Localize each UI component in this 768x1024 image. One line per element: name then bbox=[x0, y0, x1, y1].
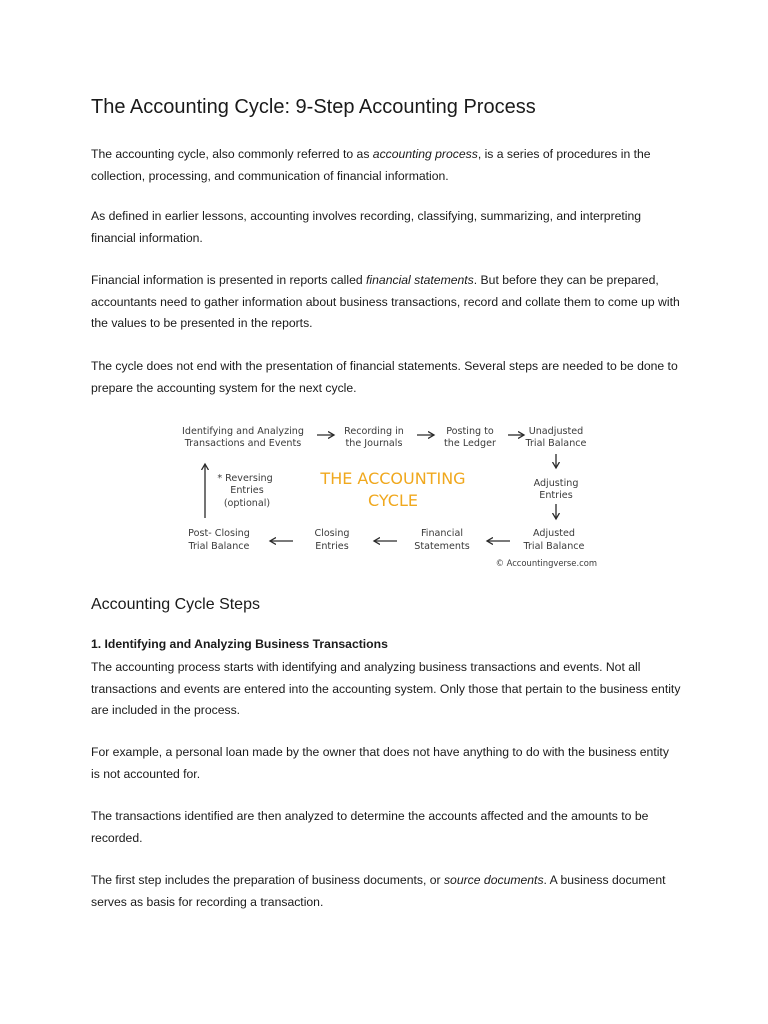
step-adjusted-line2: Trial Balance bbox=[523, 541, 585, 552]
step-1-paragraph-2: For example, a personal loan made by the owner that does not have anything to do with the business entity is not accounted for. bbox=[91, 745, 669, 781]
step-post-closing-line1: Post- Closing bbox=[188, 528, 250, 539]
step-financial-line1: Financial bbox=[420, 528, 464, 539]
step-reversing-line3: (optional) bbox=[223, 498, 271, 509]
step-posting-line2: the Ledger bbox=[444, 438, 496, 449]
step-reversing-line1: * Reversing bbox=[217, 473, 273, 484]
cycle-title-line2: CYCLE bbox=[368, 491, 418, 510]
step-adjusting-line2: Entries bbox=[539, 490, 573, 501]
step-recording-line2: the Journals bbox=[345, 438, 403, 449]
step-identify-line1: Identifying and Analyzing bbox=[182, 426, 304, 437]
step-adjusting-line1: Adjusting bbox=[533, 478, 579, 489]
intro-p1-text-a: The accounting cycle, also commonly referred to as bbox=[91, 147, 373, 161]
accounting-cycle-diagram bbox=[175, 418, 605, 574]
intro-p1-emphasis: accounting process bbox=[372, 147, 478, 161]
section-heading: Accounting Cycle Steps bbox=[91, 596, 260, 613]
step-1-p4-text-a: The first step includes the preparation of business documents, or bbox=[91, 873, 444, 887]
accounting-cycle-svg bbox=[175, 418, 605, 574]
page-title: The Accounting Cycle: 9-Step Accounting Process bbox=[91, 96, 536, 118]
step-posting-line1: Posting to bbox=[446, 426, 494, 437]
intro-paragraph-4: The cycle does not end with the presentation of financial statements. Several steps are needed to be done to prepare the accounting system for the next cycle. bbox=[91, 359, 678, 395]
cycle-title-line1: THE ACCOUNTING bbox=[320, 469, 466, 488]
step-1-paragraph-1: The accounting process starts with identifying and analyzing business transactions and events. Not all transactions and events are entered into the accounting system. Only those that pertain to the business entity are included in the process. bbox=[91, 660, 681, 717]
intro-p3-text-b: . But before they can be prepared, accountants need to gather information about business transactions, record and collate them to come up with the values to be presented in the reports. bbox=[91, 273, 680, 330]
step-identify-line2: Transactions and Events bbox=[184, 438, 302, 449]
step-1-heading: 1. Identifying and Analyzing Business Transactions bbox=[91, 637, 388, 651]
step-1-p4-text-b: . A business document serves as basis for recording a transaction. bbox=[91, 873, 666, 909]
intro-p1-text-b: , is a series of procedures in the collection, processing, and communication of financial information. bbox=[91, 147, 651, 183]
step-adjusted-line1: Adjusted bbox=[533, 528, 575, 539]
intro-paragraph-1 bbox=[91, 144, 681, 187]
step-financial-line2: Statements bbox=[414, 541, 470, 552]
intro-p3-emphasis: financial statements bbox=[366, 273, 474, 287]
step-recording-line1: Recording in bbox=[344, 426, 404, 437]
diagram-credit: © Accountingverse.com bbox=[495, 558, 597, 568]
step-unadjusted-line2: Trial Balance bbox=[525, 438, 587, 449]
step-closing-line2: Entries bbox=[315, 541, 349, 552]
step-reversing-line2: Entries bbox=[230, 485, 264, 496]
step-closing-line1: Closing bbox=[314, 528, 350, 539]
intro-paragraph-2: As defined in earlier lessons, accounting involves recording, classifying, summarizing, and interpreting financial information. bbox=[91, 209, 642, 245]
step-unadjusted-line1: Unadjusted bbox=[528, 426, 584, 437]
step-1-paragraph-4 bbox=[91, 870, 681, 913]
step-1-paragraph-3: The transactions identified are then analyzed to determine the accounts affected and the amounts to be recorded. bbox=[91, 809, 649, 845]
step-post-closing-line2: Trial Balance bbox=[188, 541, 250, 552]
step-1-p4-emphasis: source documents bbox=[443, 873, 544, 887]
intro-paragraph-3 bbox=[91, 270, 681, 335]
intro-p3-text-a: Financial information is presented in reports called bbox=[91, 273, 367, 287]
